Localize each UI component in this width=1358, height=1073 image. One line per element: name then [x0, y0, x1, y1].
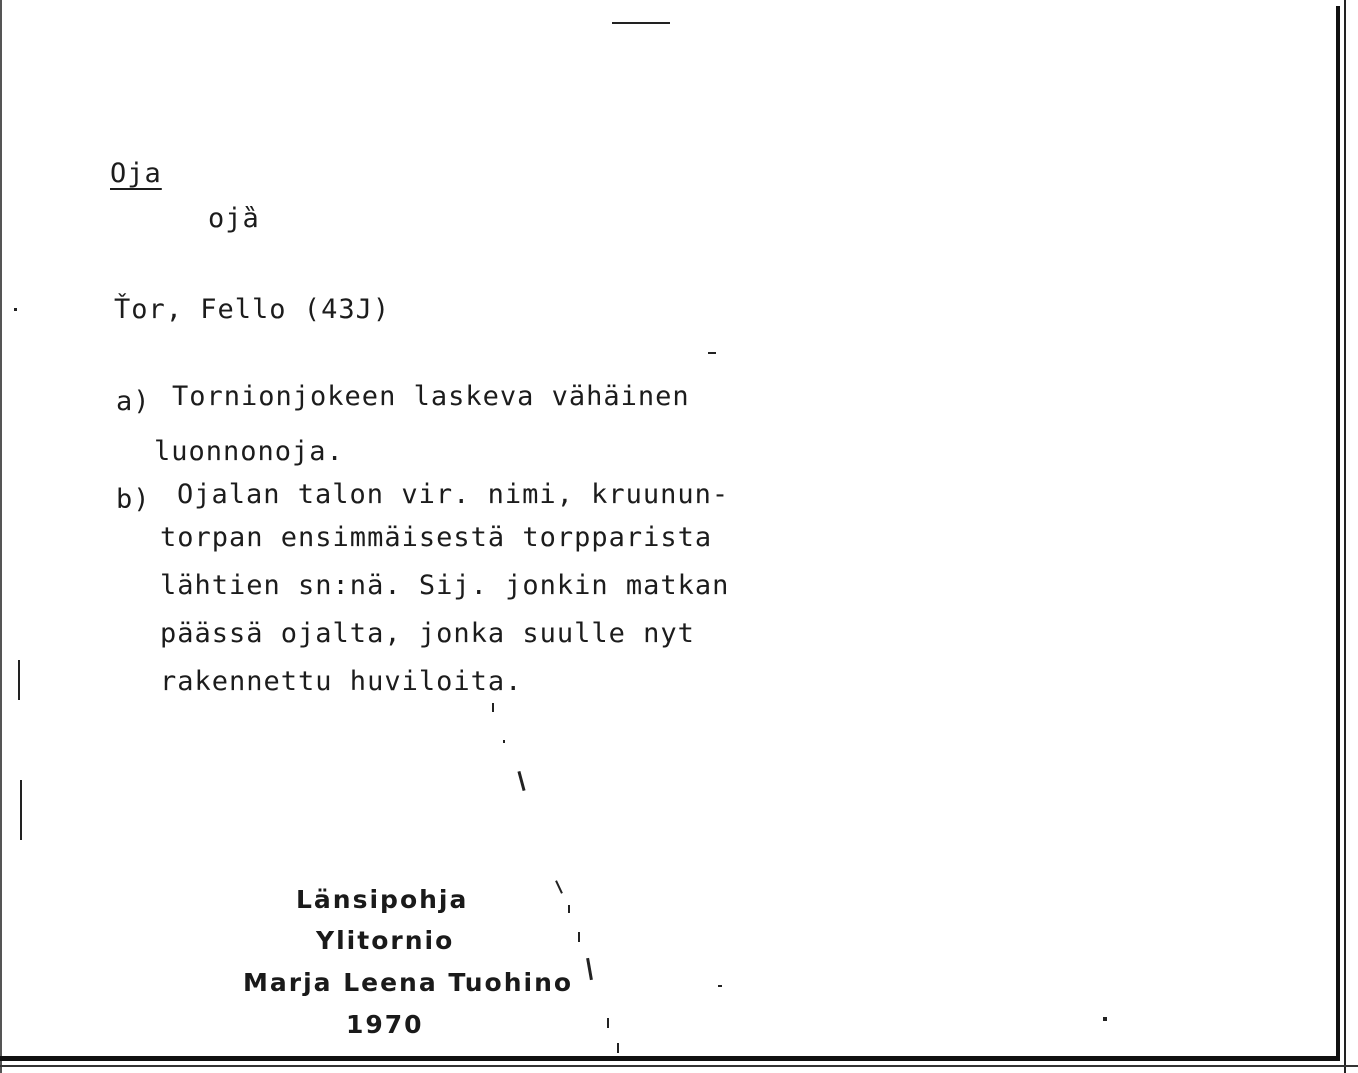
- scan-edge-bottom: [0, 1056, 1340, 1061]
- scan-edge-left: [0, 0, 2, 1073]
- scan-edge-right: [1336, 6, 1340, 1056]
- scan-speck: [617, 1043, 619, 1053]
- definition-b-line-2: torpan ensimmäisestä torpparista: [160, 522, 713, 553]
- scan-mark-top: [612, 22, 670, 24]
- scan-speck: [492, 703, 494, 712]
- definition-a-line-1: Tornionjokeen laskeva vähäinen: [172, 381, 690, 412]
- scan-speck: [20, 780, 22, 840]
- scan-speck: [503, 740, 505, 743]
- pronunciation: ojȁ: [208, 203, 260, 234]
- definition-b-line-3: lähtien sn:nä. Sij. jonkin matkan: [160, 570, 730, 601]
- scan-speck: [14, 308, 17, 311]
- scan-speck: [568, 905, 570, 913]
- scan-speck: [578, 932, 580, 942]
- source-reference: Ťor, Fello (43J): [114, 294, 391, 325]
- definition-a-line-2: luonnonoja.: [154, 436, 344, 467]
- scan-speck: [1103, 1017, 1107, 1021]
- scan-speck: [718, 985, 722, 987]
- scan-speck: [517, 771, 525, 791]
- definition-a-marker: a): [116, 386, 151, 417]
- scan-speck: [586, 958, 593, 980]
- stamp-region: Länsipohja: [296, 885, 469, 914]
- definition-b-line-1: Ojalan talon vir. nimi, kruunun-: [177, 479, 730, 510]
- definition-b-marker: b): [116, 484, 151, 515]
- scan-edge-right-outer: [1344, 0, 1346, 1073]
- stamp-year: 1970: [346, 1010, 424, 1039]
- stamp-parish: Ylitornio: [316, 926, 455, 955]
- scan-speck: [607, 1018, 609, 1028]
- scan-edge-bottom-outer: [0, 1065, 1358, 1067]
- scan-speck: [18, 660, 20, 700]
- headword: Oja: [110, 158, 162, 189]
- scan-speck: [708, 352, 716, 354]
- stamp-collector: Marja Leena Tuohino: [243, 968, 574, 997]
- scan-speck: [555, 880, 563, 894]
- definition-b-line-4: päässä ojalta, jonka suulle nyt: [160, 618, 695, 649]
- definition-b-line-5: rakennettu huviloita.: [160, 666, 523, 697]
